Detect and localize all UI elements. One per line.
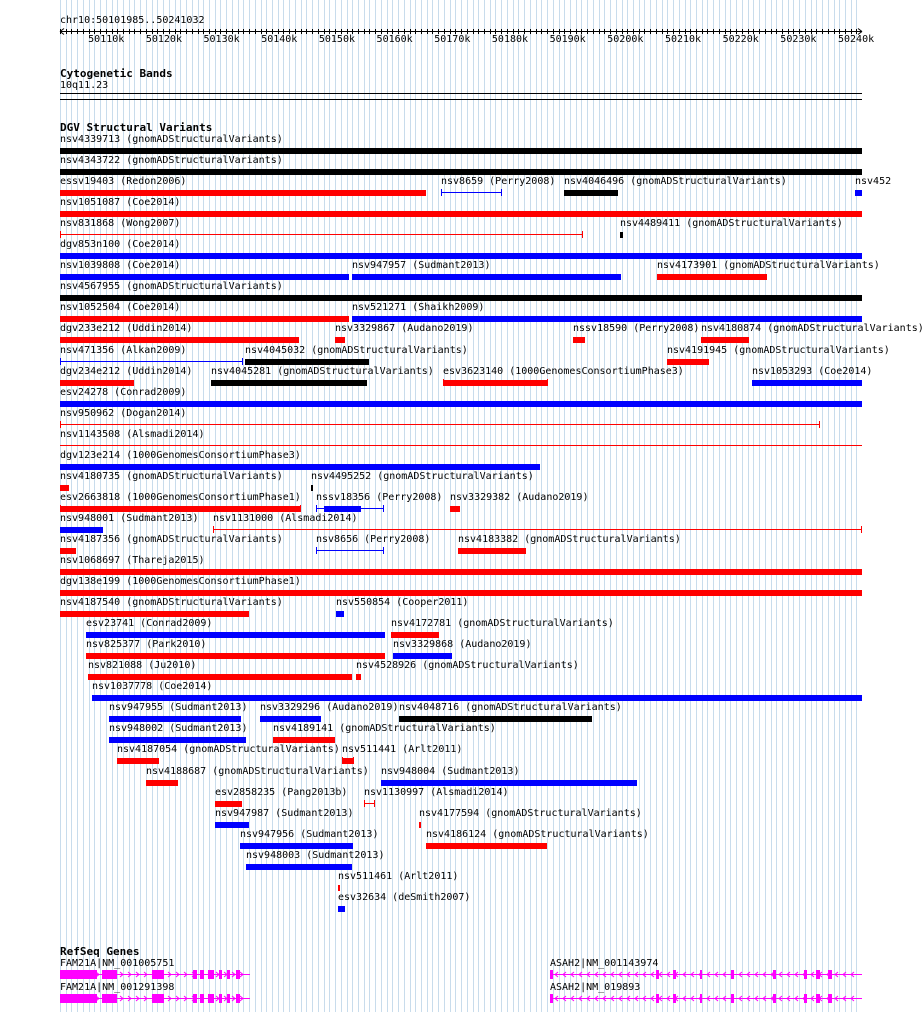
sv-bar[interactable] [316,547,386,555]
sv-label[interactable]: nsv452 [855,176,892,187]
sv-bar[interactable] [60,526,105,534]
sv-bar[interactable] [657,273,769,281]
ruler-tick-label: 50200k [607,34,644,45]
sv-bar[interactable] [60,358,245,366]
sv-bar[interactable] [701,336,751,344]
sv-label[interactable]: nsv948004 (Sudmant2013) [381,766,520,777]
sv-bar[interactable] [60,547,78,555]
sv-bar[interactable] [391,631,441,639]
sv-label[interactable]: nsv4187356 (gnomADStructuralVariants) [60,534,283,545]
sv-bar[interactable] [381,779,639,787]
sv-bar[interactable] [352,315,864,323]
sv-label[interactable]: nsv4045281 (gnomADStructuralVariants) [211,366,434,377]
sv-bar[interactable] [335,336,347,344]
sv-bar[interactable] [109,736,248,744]
position-label: chr10:50101985..50241032 [60,15,205,26]
sv-label[interactable]: esv24278 (Conrad2009) [60,387,187,398]
sv-label[interactable]: nsv8659 (Perry2008) [441,176,556,187]
refseq-track-title[interactable]: RefSeq Genes [60,945,140,958]
ruler-tick-label: 50180k [491,34,529,45]
sv-label[interactable]: nsv4048716 (gnomADStructuralVariants) [399,702,622,713]
sv-bar[interactable] [336,610,346,618]
sv-bar[interactable] [60,147,864,155]
ruler-tick-label: 50220k [722,34,759,45]
sv-bar[interactable] [60,442,864,450]
sv-bar[interactable] [211,379,369,387]
cytoband-line-bottom [60,99,862,100]
sv-bar[interactable] [564,189,620,197]
sv-label[interactable]: nsv4045032 (gnomADStructuralVariants) [245,345,468,356]
sv-label[interactable]: nsv511441 (Arlt2011) [342,744,463,755]
sv-bar[interactable] [60,336,301,344]
sv-bar[interactable] [311,484,315,492]
cytoband-line-top [60,93,862,94]
dgv-track-title[interactable]: DGV Structural Variants [60,121,213,134]
sv-label[interactable]: nsv947957 (Sudmant2013) [352,260,491,271]
ruler-tick-label: 50210k [664,34,702,45]
sv-label[interactable]: nsv4183382 (gnomADStructuralVariants) [458,534,681,545]
sv-bar[interactable] [60,484,71,492]
sv-label[interactable]: nsv947987 (Sudmant2013) [215,808,354,819]
sv-label[interactable]: nsv3329382 (Audano2019) [450,492,589,503]
sv-label[interactable]: nsv947955 (Sudmant2013) [109,702,248,713]
sv-bar[interactable] [86,652,387,660]
ruler-tick-label: 50150k [318,34,355,45]
sv-bar[interactable] [60,610,251,618]
sv-label[interactable]: nsv821088 (Ju2010) [88,660,197,671]
sv-label[interactable]: essv19403 (Redon2006) [60,176,187,187]
sv-label[interactable]: nsv950962 (Dogan2014) [60,408,187,419]
gene-label[interactable]: FAM21A|NM_001005751 [60,958,175,969]
sv-label[interactable]: nsv471356 (Alkan2009) [60,345,187,356]
sv-label[interactable]: nsv4189141 (gnomADStructuralVariants) [273,723,496,734]
sv-label[interactable]: nsv4180735 (gnomADStructuralVariants) [60,471,283,482]
sv-bar[interactable] [338,884,342,892]
sv-label[interactable]: nsv4186124 (gnomADStructuralVariants) [426,829,649,840]
sv-bar[interactable] [146,779,180,787]
sv-label[interactable]: nsv4339713 (gnomADStructuralVariants) [60,134,283,145]
sv-bar[interactable] [60,379,136,387]
sv-label[interactable]: nsv4191945 (gnomADStructuralVariants) [667,345,890,356]
gene-model[interactable] [60,993,252,1003]
sv-bar[interactable] [245,358,371,366]
sv-label[interactable]: nsv1143508 (Alsmadi2014) [60,429,205,440]
sv-label[interactable]: nsv4187540 (gnomADStructuralVariants) [60,597,283,608]
sv-label[interactable]: nsv4495252 (gnomADStructuralVariants) [311,471,534,482]
sv-label[interactable]: dgv853n100 (Coe2014) [60,239,181,250]
sv-bar[interactable] [443,379,550,387]
sv-bar[interactable] [342,757,356,765]
sv-label[interactable]: nsv831868 (Wong2007) [60,218,181,229]
sv-bar[interactable] [215,800,244,808]
sv-bar[interactable] [60,231,585,239]
sv-bar[interactable] [316,505,386,513]
sv-label[interactable]: nsv4173901 (gnomADStructuralVariants) [657,260,880,271]
sv-label[interactable]: dgv138e199 (1000GenomesConsortiumPhase1) [60,576,301,587]
sv-label[interactable]: dgv123e214 (1000GenomesConsortiumPhase3) [60,450,301,461]
sv-label[interactable]: nsv4177594 (gnomADStructuralVariants) [419,808,642,819]
sv-bar[interactable] [667,358,711,366]
sv-bar[interactable] [117,757,161,765]
ruler-tick-label: 50130k [203,34,240,45]
sv-bar[interactable] [60,252,864,260]
cytoband-label[interactable]: 10q11.23 [60,80,109,91]
sv-bar[interactable] [855,189,864,197]
sv-bar[interactable] [441,189,504,197]
ruler-tick-label: 50190k [549,34,586,45]
sv-label[interactable]: esv2663818 (1000GenomesConsortiumPhase1) [60,492,301,503]
ruler-tick-label: 50160k [376,34,413,45]
sv-bar[interactable] [356,673,363,681]
sv-label[interactable]: nsv1039808 (Coe2014) [60,260,181,271]
sv-bar[interactable] [393,652,454,660]
gene-model[interactable] [550,993,864,1003]
sv-bar[interactable] [88,673,354,681]
sv-label[interactable]: nsv1053293 (Coe2014) [752,366,873,377]
sv-label[interactable]: nsv4187054 (gnomADStructuralVariants) [117,744,340,755]
sv-bar[interactable] [86,631,387,639]
sv-label[interactable]: nsv4489411 (gnomADStructuralVariants) [620,218,843,229]
gene-model[interactable] [60,969,252,979]
sv-label[interactable]: nsv948001 (Sudmant2013) [60,513,199,524]
sv-label[interactable]: nsv947956 (Sudmant2013) [240,829,379,840]
sv-label[interactable]: nsv1068697 (Thareja2015) [60,555,205,566]
ruler-tick-label: 50110k [88,34,125,45]
cytoband-track-title[interactable]: Cytogenetic Bands [60,67,173,80]
sv-bar[interactable] [273,736,337,744]
sv-bar[interactable] [419,821,423,829]
sv-label[interactable]: nsv4180874 (gnomADStructuralVariants) [701,323,924,334]
sv-label[interactable]: nsv8656 (Perry2008) [316,534,431,545]
sv-label[interactable]: nsv1131000 (Alsmadi2014) [213,513,358,524]
sv-bar[interactable] [352,273,623,281]
sv-label[interactable]: esv2858235 (Pang2013b) [215,787,348,798]
gene-label[interactable]: FAM21A|NM_001291398 [60,982,175,993]
sv-bar[interactable] [426,842,549,850]
sv-label[interactable]: nsv825377 (Park2010) [86,639,207,650]
ruler-tick-label: 50140k [261,34,298,45]
sv-bar[interactable] [60,505,303,513]
sv-bar[interactable] [60,294,864,302]
ruler-tick-label: 50120k [145,34,182,45]
sv-bar[interactable] [215,821,251,829]
sv-label[interactable]: nsv948002 (Sudmant2013) [109,723,248,734]
sv-bar[interactable] [60,273,351,281]
sv-bar[interactable] [60,189,428,197]
sv-label[interactable]: nsv4528926 (gnomADStructuralVariants) [356,660,579,671]
sv-bar[interactable] [620,231,625,239]
sv-bar[interactable] [60,210,864,218]
sv-label[interactable]: nsv3329868 (Audano2019) [393,639,532,650]
sv-bar[interactable] [246,863,354,871]
sv-label[interactable]: nsv4172781 (gnomADStructuralVariants) [391,618,614,629]
sv-label[interactable]: nsv1130997 (Alsmadi2014) [364,787,509,798]
sv-bar[interactable] [450,505,462,513]
sv-label[interactable]: nsv3329867 (Audano2019) [335,323,474,334]
sv-bar[interactable] [60,315,351,323]
sv-bar[interactable] [109,715,243,723]
sv-bar[interactable] [364,800,377,808]
sv-label[interactable]: nsv521271 (Shaikh2009) [352,302,485,313]
sv-label[interactable]: dgv233e212 (Uddin2014) [60,323,193,334]
sv-label[interactable]: nsv4046496 (gnomADStructuralVariants) [564,176,787,187]
sv-label[interactable]: esv23741 (Conrad2009) [86,618,213,629]
gene-label[interactable]: ASAH2|NM_001143974 [550,958,659,969]
sv-bar[interactable] [60,168,864,176]
sv-label[interactable]: dgv234e212 (Uddin2014) [60,366,193,377]
ruler-tick-label: 50170k [434,34,471,45]
sv-bar[interactable] [240,842,355,850]
sv-bar[interactable] [752,379,864,387]
sv-label[interactable]: nsv948003 (Sudmant2013) [246,850,385,861]
sv-label[interactable]: nsv4188687 (gnomADStructuralVariants) [146,766,369,777]
sv-label[interactable]: nsv1037778 (Coe2014) [92,681,213,692]
sv-bar[interactable] [573,336,587,344]
sv-bar[interactable] [60,421,822,429]
sv-bar[interactable] [338,905,347,913]
sv-label[interactable]: nsv550854 (Cooper2011) [336,597,469,608]
sv-bar[interactable] [399,715,594,723]
sv-bar[interactable] [92,694,864,702]
sv-label[interactable]: nsv4567955 (gnomADStructuralVariants) [60,281,283,292]
sv-label[interactable]: esv3623140 (1000GenomesConsortiumPhase3) [443,366,684,377]
gene-label[interactable]: ASAH2|NM_019893 [550,982,641,993]
sv-bar[interactable] [260,715,323,723]
sv-bar[interactable] [60,568,864,576]
sv-label[interactable]: nssv18356 (Perry2008) [316,492,443,503]
sv-label[interactable]: nsv1052504 (Coe2014) [60,302,181,313]
sv-label[interactable]: nsv4343722 (gnomADStructuralVariants) [60,155,283,166]
sv-label[interactable]: nssv18590 (Perry2008) [573,323,700,334]
gene-model[interactable] [550,969,864,979]
sv-label[interactable]: esv32634 (deSmith2007) [338,892,471,903]
sv-label[interactable]: nsv1051087 (Coe2014) [60,197,181,208]
sv-label[interactable]: nsv511461 (Arlt2011) [338,871,459,882]
sv-bar[interactable] [213,526,864,534]
sv-bar[interactable] [60,589,864,597]
sv-bar[interactable] [60,400,864,408]
sv-bar[interactable] [458,547,528,555]
ruler-tick-label: 50240k [837,34,875,45]
sv-label[interactable]: nsv3329296 (Audano2019) [260,702,399,713]
sv-bar[interactable] [60,463,542,471]
ruler-tick-label: 50230k [780,34,817,45]
